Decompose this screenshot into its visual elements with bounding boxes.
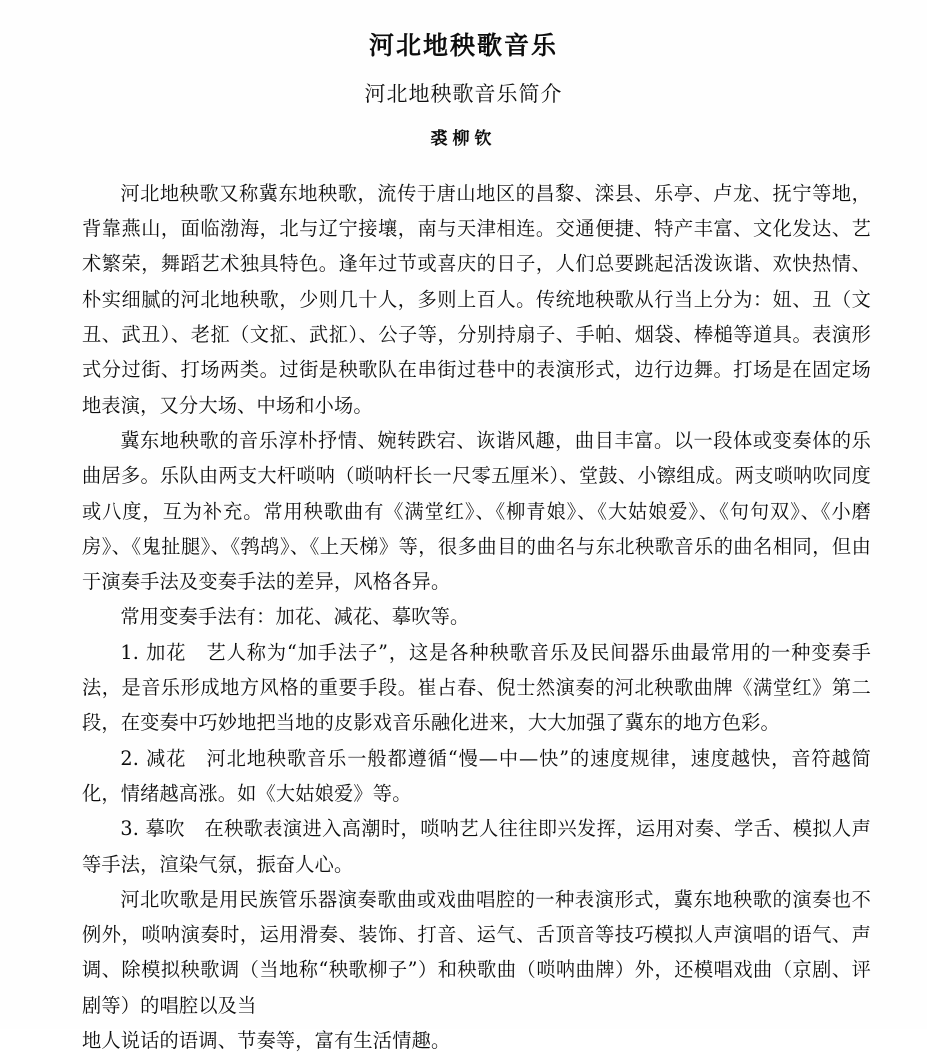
paragraph-intro: 河北地秧歌又称冀东地秧歌，流传于唐山地区的昌黎、滦县、乐亭、卢龙、抚宁等地，背靠燕山，面临渤海，北与辽宁接壤，南与天津相连。交通便捷、特产丰富、文化发达、艺术繁荣，舞蹈艺术独具特色。逢年过节或喜庆的日子，人们总要跳起活泼诙谐、欢快热情、朴实细腻的河北地秧歌，少则几十人，多则上百人。传统地秧歌从行当上分为：妞、丑（文丑、武丑）、老㧟（文㧟、武㧟）、公子等，分别持扇子、手帕、烟袋、棒槌等道具。表演形式分过街、打场两类。过街是秧歌队在串街过巷中的表演形式，边行边舞。打场是在固定场地表演，又分大场、中场和小场。 xyxy=(82,181,871,417)
paragraph-item-2: 2. 减花 河北地秧歌音乐一般都遵循“慢—中—快”的速度规律，速度越快，音符越简化，情绪越高涨。如《大姑娘爱》等。 xyxy=(82,746,871,805)
paragraph-music: 冀东地秧歌的音乐淳朴抒情、婉转跌宕、诙谐风趣，曲目丰富。以一段体或变奏体的乐曲居多。乐队由两支大杆唢呐（唢呐杆长一尺零五厘米）、堂鼓、小镲组成。两支唢呐吹同度或八度，互为补充。常用秧歌曲有《满堂红》、《柳青娘》、《大姑娘爱》、《句句双》、《小磨房》、《鬼扯腿》、《鹁鸪》、《上天梯》等，很多曲目的曲名与东北秧歌音乐的曲名相同，但由于演奏手法及变奏手法的差异，风格各异。 xyxy=(82,428,871,594)
paragraph-variation-intro: 常用变奏手法有：加花、减花、摹吹等。 xyxy=(120,605,470,629)
paragraph-item-3: 3. 摹吹 在秧歌表演进入高潮时，唢呐艺人往往即兴发挥，运用对奏、学舌、模拟人声等手法，渲染气氛，振奋人心。 xyxy=(82,817,871,876)
author-name: 裘柳钦 xyxy=(430,128,497,149)
page-subtitle: 河北地秧歌音乐简介 xyxy=(364,81,563,106)
paragraph-chuige: 河北吹歌是用民族管乐器演奏歌曲或戏曲唱腔的一种表演形式，冀东地秧歌的演奏也不例外，唢呐演奏时，运用滑奏、装饰、打音、运气、舌顶音等技巧模拟人声演唱的语气、声调、除模拟秧歌调（当地称“秧歌柳子”）和秧歌曲（唢呐曲牌）外，还模唱戏曲（京剧、评剧等）的唱腔以及当 xyxy=(82,887,871,1017)
page-title: 河北地秧歌音乐 xyxy=(368,31,558,60)
paragraph-chuige-clipped: 地人说话的语调、节奏等，富有生活情趣。 xyxy=(82,1029,451,1053)
title-block xyxy=(0,0,927,150)
body-text xyxy=(0,176,927,1053)
paragraph-item-1: 1. 加花 艺人称为“加手法子”，这是各种秧歌音乐及民间器乐曲最常用的一种变奏手法，是音乐形成地方风格的重要手段。崔占春、倪士然演奏的河北秧歌曲牌《满堂红》第二段，在变奏中巧妙地把当地的皮影戏音乐融化进来，大大加强了冀东的地方色彩。 xyxy=(82,640,871,735)
